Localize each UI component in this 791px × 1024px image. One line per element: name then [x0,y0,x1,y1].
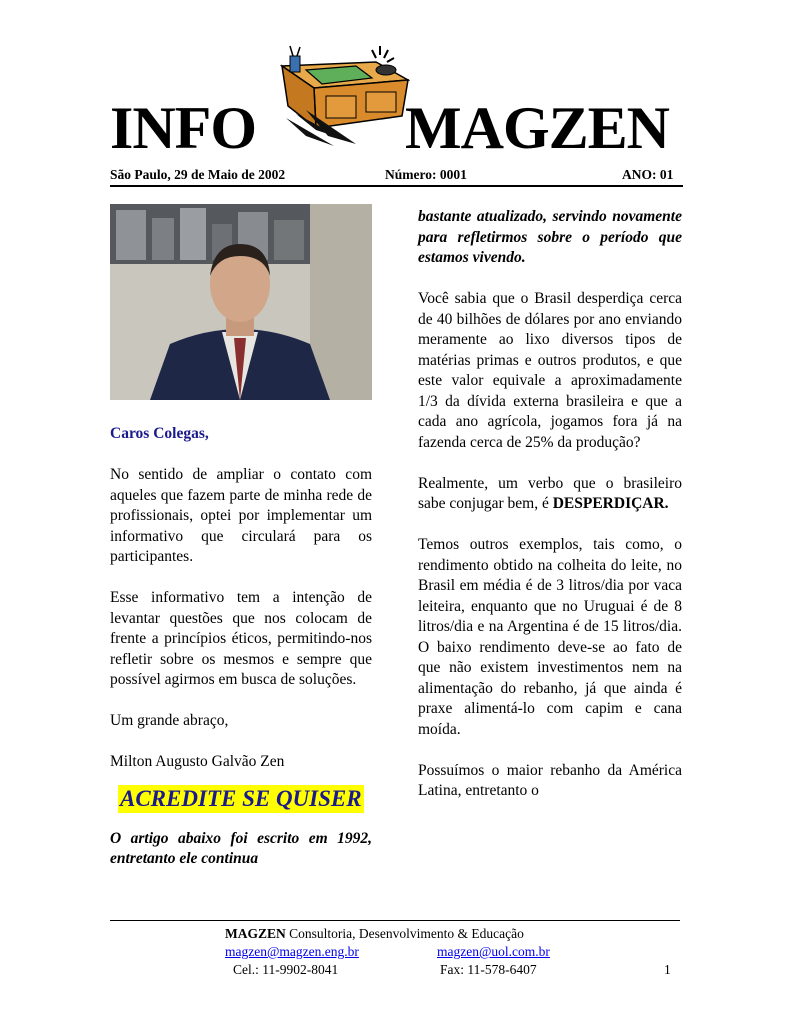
paragraph: Esse informativo tem a intenção de levantar questões que nos colocam de frente a princípios éticos, permitindo-nos refletir sobre os mesmos e sempre que possível agirmos em busca de soluções. [110,589,372,688]
paragraph: No sentido de ampliar o contato com aqueles que fazem parte de minha rede de profissionais, optei por implementar um informativo que circulará para os participantes. [110,466,372,565]
closing: Um grande abraço, [110,712,229,729]
right-column [418,207,682,802]
email-link-uol[interactable]: magzen@uol.com.br [437,944,550,959]
phone-number: Cel.: 11-9902-8041 [233,962,339,977]
company-tagline: Consultoria, Desenvolvimento & Educação [285,926,524,941]
emphasis-word: DESPERDIÇAR. [552,495,669,512]
masthead-title-magzen: MAGZEN [405,95,669,161]
header-divider [110,185,683,187]
footer-company [225,925,524,942]
fax-number: Fax: 11-578-6407 [440,962,537,977]
paragraph [418,474,682,515]
masthead-title-info: INFO [110,95,256,161]
footer-divider [110,920,680,921]
email-link-magzen[interactable]: magzen@magzen.eng.br [225,944,359,959]
left-column [110,424,372,870]
paragraph: Temos outros exemplos, tais como, o rendimento obtido na colheita do leite, no Brasil em média é de 3 litros/dia por vaca leiteira, enquanto que no Uruguai é de 8 litros/dia e na Argentina é de 15 litros/dia. O baixo rendimento deve-se ao fato de que não existem investimentos nem na alimentação do rebanho, já que ainda é praxe alimentá-lo com capim e cana moída. [418,536,682,738]
article-intro-continued: bastante atualizado, servindo novamente para refletirmos sobre o período que estamos vivendo. [418,208,682,266]
issue-number: Número: 0001 [385,167,467,182]
portrait-photo [110,204,372,400]
paragraph-text: Realmente, um verbo que o brasileiro sabe conjugar bem, é [418,474,682,512]
signature: Milton Augusto Galvão Zen [110,753,285,770]
greeting: Caros Colegas, [110,425,209,442]
paragraph: Você sabia que o Brasil desperdiça cerca de 40 bilhões de dólares por ano enviando meramente ao lixo diversos tipos de matérias primas e outros produtos, e que este valor equivale a aproximadamente 1/3 da dívida externa brasileira e que a cada ano agrícola, jogamos fora já na fazenda cerca de 25% da produção? [418,290,682,451]
desk-clipart-icon [276,44,410,148]
section-title: ACREDITE SE QUISER [120,785,362,811]
article-intro: O artigo abaixo foi escrito em 1992, entretanto ele continua [110,829,372,867]
page-number: 1 [664,962,671,977]
company-name: MAGZEN [225,926,286,941]
paragraph: Possuímos o maior rebanho da América Latina, entretanto o [418,761,682,799]
issue-year: ANO: 01 [622,167,674,182]
issue-date: São Paulo, 29 de Maio de 2002 [110,167,286,182]
